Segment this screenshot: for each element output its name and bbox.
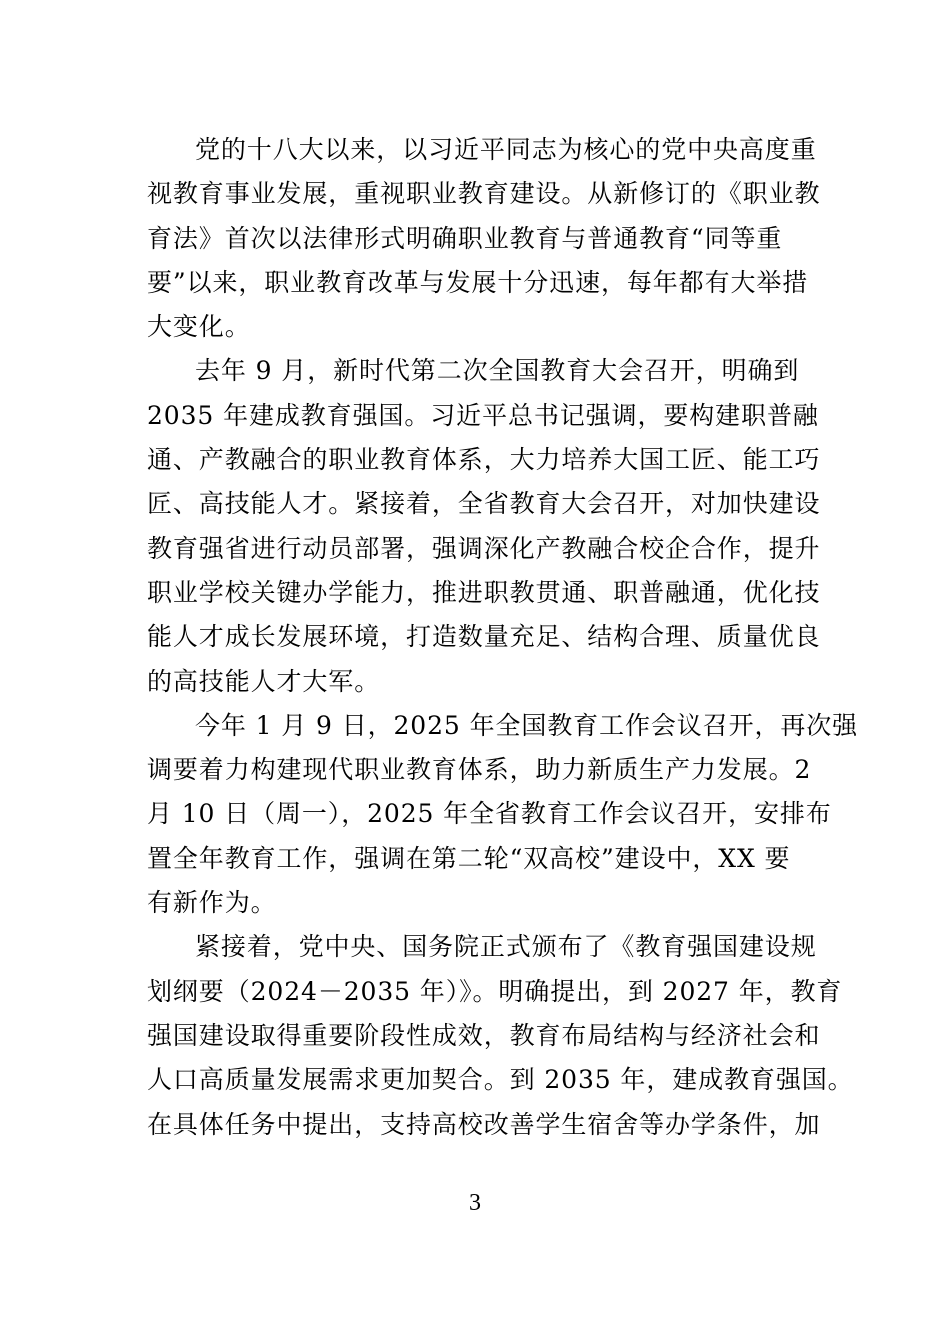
paragraph-2-line-1: 去年 9 月，新时代第二次全国教育大会召开，明确到 [195,356,800,386]
paragraph-2-line-6: 职业学校关键办学能力，推进职教贯通、职普融通，优化技 [147,577,821,607]
paragraph-2-line-5: 教育强省进行动员部署，强调深化产教融合校企合作，提升 [147,533,821,563]
paragraph-3-line-4: 置全年教育工作，强调在第二轮“双高校”建设中，XX 要 [147,843,791,873]
paragraph-1-line-3: 育法》首次以法律形式明确职业教育与普通教育“同等重 [147,223,783,253]
paragraph-3-line-3: 月 10 日（周一），2025 年全省教育工作会议召开，安排布 [147,799,832,829]
paragraph-2-line-2: 2035 年建成教育强国。习近平总书记强调，要构建职普融 [147,400,819,430]
paragraph-4-line-5: 在具体任务中提出，支持高校改善学生宿舍等办学条件，加 [147,1109,821,1139]
paragraph-2-line-8: 的高技能人才大军。 [147,666,381,696]
paragraph-2-line-7: 能人才成长发展环境，打造数量充足、结构合理、质量优良 [147,622,821,652]
paragraph-3-line-2: 调要着力构建现代职业教育体系，助力新质生产力发展。2 [147,755,812,785]
paragraph-1-line-2: 视教育事业发展，重视职业教育建设。从新修订的《职业教 [147,179,821,209]
body-text [147,128,859,1147]
paragraph-4-line-2: 划纲要（2024－2035 年）》。明确提出，到 2027 年，教育 [147,976,843,1006]
paragraph-1-line-4: 要”以来，职业教育改革与发展十分迅速，每年都有大举措 [147,267,809,297]
paragraph-2-line-3: 通、产教融合的职业教育体系，大力培养大国工匠、能工巧 [147,445,821,475]
page-number: 3 [469,1190,481,1216]
paragraph-3-line-1: 今年 1 月 9 日，2025 年全国教育工作会议召开，再次强 [195,710,859,740]
paragraph-4-line-1: 紧接着，党中央、国务院正式颁布了《教育强国建设规 [195,932,817,962]
paragraph-1-line-1: 党的十八大以来，以习近平同志为核心的党中央高度重 [195,135,817,164]
paragraph-4-line-3: 强国建设取得重要阶段性成效，教育布局结构与经济社会和 [147,1020,821,1050]
paragraph-2-line-4: 匠、高技能人才。紧接着，全省教育大会召开，对加快建设 [147,489,821,519]
paragraph-1-line-5: 大变化。 [147,312,251,342]
paragraph-3-line-5: 有新作为。 [147,888,277,918]
paragraph-4-line-4: 人口高质量发展需求更加契合。到 2035 年，建成教育强国。 [147,1065,854,1095]
